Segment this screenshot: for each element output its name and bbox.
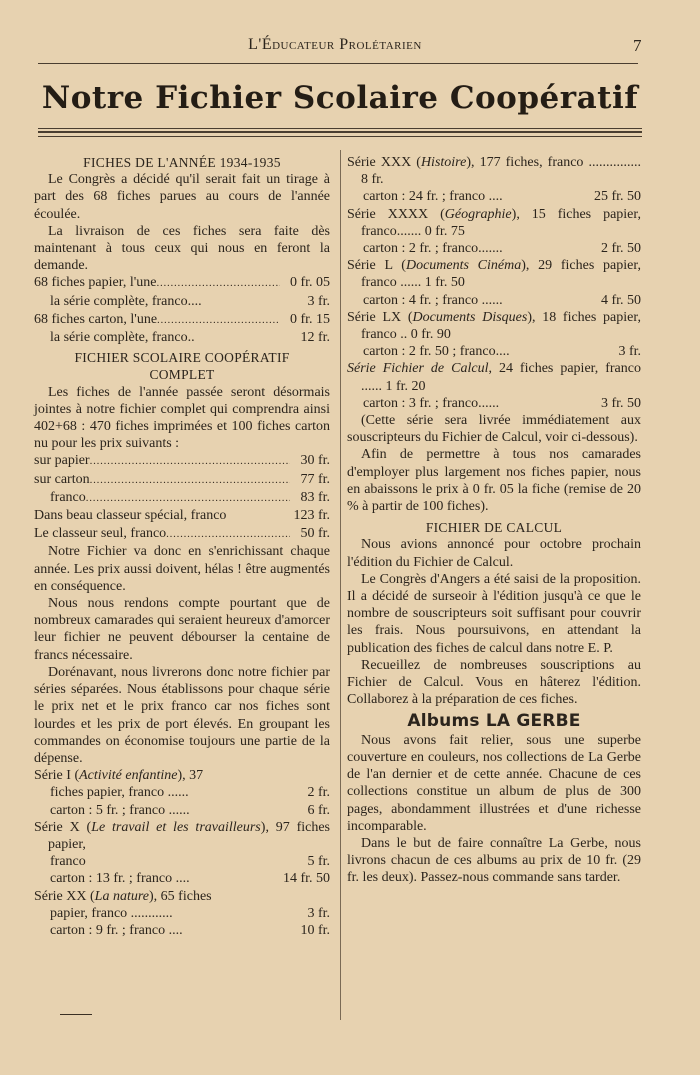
- price-row: [347, 343, 641, 360]
- price-row: [34, 802, 330, 819]
- price-value: 0 fr. 05: [289, 275, 330, 291]
- price-label: carton : 4 fr. ; franco ......: [363, 292, 503, 308]
- price-row: [34, 853, 330, 870]
- article-title: Notre Fichier Scolaire Coopératif: [41, 80, 639, 116]
- price-label: fiches papier, franco ......: [50, 785, 189, 801]
- series-name: Série I: [34, 768, 71, 784]
- price-value: 30 fr.: [300, 453, 330, 469]
- price-value: 83 fr.: [300, 489, 330, 505]
- series-desc: , 18 fiches papier, franco ..: [361, 309, 641, 343]
- series-name: Série LX: [347, 309, 402, 325]
- paragraph: Le Congrès d'Angers a été saisi de la proposition. Il a décidé de surseoir à l'édition jusqu'à ce que le nombre de souscripteurs soit suffisant pour couvrir les frais. Nous poursuivons, en attendant la publication des fiches de calcul dans notre E. P.: [347, 571, 641, 656]
- series-name: Série L: [347, 258, 393, 274]
- price-row: [34, 471, 330, 489]
- section-heading: Albums LA GERBE: [407, 710, 581, 731]
- series-entry: Série L (Documents Cinéma), 29 fiches papier, franco ...... 1 fr. 50 carton : 4 fr. ; franco ...... 4 fr. 50: [347, 258, 641, 308]
- price-row: [347, 395, 641, 412]
- series-desc: , 37: [182, 768, 204, 784]
- series-theme: Histoire: [420, 155, 467, 170]
- series-name: Série Fichier de Calcul: [347, 361, 489, 377]
- price-value: 5 fr.: [307, 854, 330, 870]
- price-value: 12 fr.: [300, 330, 330, 346]
- price-value: 0 fr. 90: [410, 327, 451, 343]
- series-theme: Documents Cinéma: [405, 258, 522, 274]
- series-name: Série XXXX: [347, 206, 429, 222]
- price-value: 25 fr. 50: [593, 189, 641, 205]
- price-value: 123 fr.: [293, 508, 330, 524]
- price-label: sur carton: [34, 471, 90, 487]
- paragraph: Nous avions annoncé pour octobre prochain l'édition du Fichier de Calcul.: [347, 537, 641, 570]
- series-theme: Le travail et les travailleurs: [91, 819, 261, 835]
- price-label: Le classeur seul, franco: [34, 526, 167, 542]
- price-row: [34, 870, 330, 887]
- price-value: 6 fr.: [307, 802, 330, 818]
- series-entry: Série LX (Documents Disques), 18 fiches papier, franco .. 0 fr. 90 carton : 2 fr. 50 ; franco.... 3 fr.: [347, 309, 641, 360]
- series-theme: Géographie: [444, 206, 512, 222]
- series-desc: , 177 fiches, franco ...............: [470, 155, 641, 170]
- title-rule: [38, 128, 642, 129]
- series-desc: , 65 fiches: [153, 888, 212, 904]
- price-row: [34, 311, 330, 329]
- series-entry: Série XXXX (Géographie), 15 fiches papier, franco....... 0 fr. 75 carton : 2 fr. ; franco....... 2 fr. 50: [347, 206, 641, 257]
- paragraph: La livraison de ces fiches sera faite dès maintenant à tous ceux qui nous en feront la demande.: [34, 223, 330, 274]
- column-divider: [340, 150, 341, 1020]
- price-label: la série complète, franco....: [50, 293, 202, 309]
- series-desc: , 24 fiches papier, franco ......: [361, 361, 641, 394]
- series-name: Série XX: [34, 888, 87, 904]
- paragraph: Nous avons fait relier, sous une superbe couverture en couleurs, nos collections de La Gerbe de l'an dernier et de cette année. Chacune de ces collections constitue un album de plus de 300 pages, abondamment illustrées et d'une richesse incomparable.: [347, 732, 641, 834]
- title-rule: [38, 136, 642, 137]
- price-value: 2 fr. 50: [600, 241, 641, 257]
- price-list: [34, 274, 330, 347]
- paragraph: Afin de permettre à tous nos camarades d'employer plus largement nos fiches papier, nous en abaissons le prix à 0 fr. 05 la fiche (remise de 20 % à partir de 100 fiches).: [347, 447, 641, 515]
- header-rule: [38, 63, 638, 64]
- price-row: [34, 922, 330, 939]
- price-label: carton : 24 fr. ; franco ....: [363, 189, 503, 205]
- end-mark: [60, 1014, 92, 1015]
- series-desc: , 15 fiches papier, franco.......: [361, 206, 641, 239]
- price-value: 8 fr.: [361, 172, 384, 188]
- series-theme: Activité enfantine: [79, 768, 178, 784]
- left-column: [34, 154, 330, 939]
- price-row: [34, 784, 330, 801]
- price-row: [34, 905, 330, 922]
- price-row: [34, 329, 330, 347]
- price-label: franco: [50, 489, 86, 505]
- price-label: sur papier: [34, 453, 90, 469]
- price-value: 1 fr. 50: [424, 275, 465, 291]
- series-entry: Série XXX (Histoire), 177 fiches, franco ............... 8 fr. carton : 24 fr. ; franco .... 25 fr. 50: [347, 155, 641, 205]
- price-label: carton : 13 fr. ; franco ....: [50, 871, 190, 887]
- price-list: [34, 452, 330, 543]
- price-value: 77 fr.: [300, 471, 330, 487]
- price-value: 0 fr. 75: [424, 223, 465, 239]
- paragraph: Nous nous rendons compte pourtant que de nombreux camarades qui seraient heureux d'amorcer leur fichier ne peuvent débourser la centaine de francs nécessaire.: [34, 596, 330, 663]
- series-entry: Série XX (La nature), 65 fiches papier, franco ............ 3 fr. carton : 9 fr. ; franco .... 10 fr.: [34, 888, 330, 938]
- price-label: carton : 5 fr. ; franco ......: [50, 802, 190, 818]
- price-value: 4 fr. 50: [600, 292, 641, 308]
- section-heading: COMPLET: [149, 367, 215, 383]
- price-value: 2 fr.: [307, 785, 330, 801]
- section-heading: FICHIER SCOLAIRE COOPÉRATIF: [74, 350, 290, 366]
- price-label: carton : 9 fr. ; franco ....: [50, 922, 183, 938]
- page-number: 7: [633, 36, 642, 55]
- series-desc: , 97 fiches papier,: [48, 819, 330, 852]
- paragraph: Dorénavant, nous livrerons donc notre fichier par séries séparées. Nous établissons pour chaque série le prix net et le prix franco car nos fiches sont lourdes et les prix de port élevés. En groupant les commandes on économise toujours une partie de la dépense.: [34, 664, 330, 766]
- series-name: Série X: [34, 819, 80, 835]
- price-label: la série complète, franco..: [50, 330, 195, 346]
- price-value: 3 fr. 50: [600, 395, 641, 411]
- price-value: 3 fr.: [307, 293, 330, 309]
- section-heading: FICHIER DE CALCUL: [425, 520, 563, 536]
- price-value: 14 fr. 50: [282, 871, 330, 887]
- price-value: 50 fr.: [300, 526, 330, 542]
- series-theme: Documents Disques: [412, 309, 528, 325]
- price-label: 68 fiches carton, l'une: [34, 311, 158, 327]
- series-desc: , 29 fiches papier, franco ......: [361, 258, 641, 291]
- price-row: [34, 293, 330, 311]
- price-value: 10 fr.: [300, 922, 330, 938]
- price-row: [34, 274, 330, 292]
- paragraph: (Cette série sera livrée immédiatement aux souscripteurs du Fichier de Calcul, voir ci-dessous).: [347, 413, 641, 446]
- series-entry: Série I (Activité enfantine), 37 fiches papier, franco ...... 2 fr. carton : 5 fr. ; franco ...... 6 fr.: [34, 768, 330, 818]
- right-column: [347, 154, 641, 887]
- series-name: Série XXX: [347, 155, 412, 170]
- paragraph: Les fiches de l'année passée seront désormais jointes à notre fichier complet qui comprendra ainsi 402+68 : 470 fiches imprimées et 100 fiches carton nu pour les prix suivants :: [34, 384, 330, 452]
- price-label: carton : 2 fr. 50 ; franco....: [363, 344, 510, 360]
- paragraph: Dans le but de faire connaître La Gerbe, nous livrons chacun de ces albums au prix de 10 fr. (29 fr. les deux). Passez-nous commande sans tarder.: [347, 835, 641, 886]
- price-label: papier, franco ............: [50, 905, 173, 921]
- price-label: franco: [50, 854, 86, 870]
- title-rule: [38, 131, 642, 133]
- price-value: 0 fr. 15: [289, 311, 330, 327]
- price-row: [347, 188, 641, 205]
- paragraph: Notre Fichier va donc en s'enrichissant chaque année. Les prix aussi doivent, hélas ! être augmentés en conséquence.: [34, 544, 330, 594]
- price-row: [34, 507, 330, 525]
- price-label: 68 fiches papier, l'une: [34, 275, 157, 291]
- price-value: 1 fr. 20: [385, 378, 426, 394]
- journal-name: L'Éducateur Prolétarien: [248, 36, 422, 53]
- price-value: 3 fr.: [307, 905, 330, 921]
- price-row: [347, 292, 641, 309]
- price-label: carton : 3 fr. ; franco......: [363, 395, 500, 411]
- price-row: [34, 489, 330, 507]
- series-theme: La nature: [94, 888, 149, 904]
- series-entry: Série X (Le travail et les travailleurs), 97 fiches papier, franco 5 fr. carton : 13 fr. ; franco .... 14 fr. 50: [34, 819, 330, 887]
- paragraph: Recueillez de nombreuses souscriptions au Fichier de Calcul. Vous en hâterez l'édition. Collaborez à la préparation de ces fiches.: [347, 657, 641, 708]
- series-entry: [347, 360, 641, 412]
- price-label: carton : 2 fr. ; franco.......: [363, 241, 503, 257]
- price-value: 3 fr.: [618, 344, 641, 360]
- price-row: [347, 240, 641, 257]
- price-row: [34, 525, 330, 543]
- paragraph: Le Congrès a décidé qu'il serait fait un tirage à part des 68 fiches parues au cours de l'année écoulée.: [34, 172, 330, 222]
- price-row: [34, 452, 330, 470]
- section-heading: FICHES DE L'ANNÉE 1934-1935: [83, 155, 281, 170]
- price-label: Dans beau classeur spécial, franco: [34, 508, 227, 524]
